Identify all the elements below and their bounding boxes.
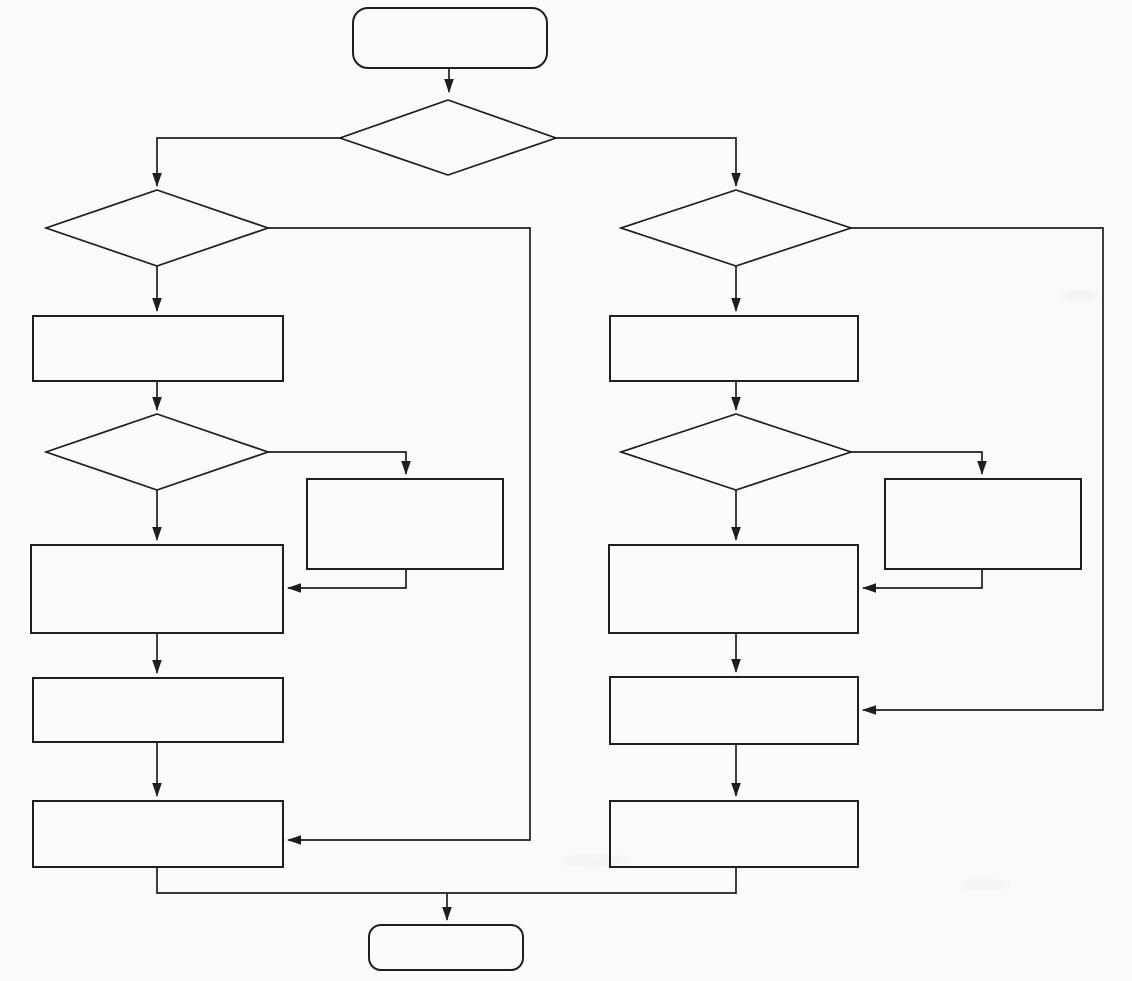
load-mark-not-dirty-box [32,677,284,743]
load-return-data-box [32,800,284,868]
edge-store-writeback-to-readblock [863,570,982,588]
edge-decision-to-store [556,138,736,186]
end-terminator [368,924,524,971]
edge-decision-to-load [157,138,340,186]
edge-load-writeback-to-readblock [288,570,406,588]
decision-load-store-outline [340,100,556,175]
store-find-line-box [609,315,859,382]
store-write-data-box [609,676,859,745]
edge-store-hit-yes [851,228,1103,710]
edge-load-dirty-yes [268,452,406,474]
load-find-line-box [32,315,284,382]
store-write-back-box [884,478,1082,570]
decision-store-isdirty-outline [621,414,851,490]
decision-load-cachehit-outline [46,190,268,266]
store-read-block-box [608,544,859,634]
edge-merge-bar [157,868,736,893]
decision-store-cachehit-outline [621,190,851,266]
edge-store-dirty-yes [851,452,982,474]
start-terminator [352,7,548,69]
store-mark-dirty-box [609,800,859,868]
scan-smudge [960,880,1010,890]
decision-load-isdirty-outline [46,414,268,490]
load-write-back-box [306,478,504,570]
scan-smudge [1060,290,1100,300]
load-read-block-box [30,544,284,634]
